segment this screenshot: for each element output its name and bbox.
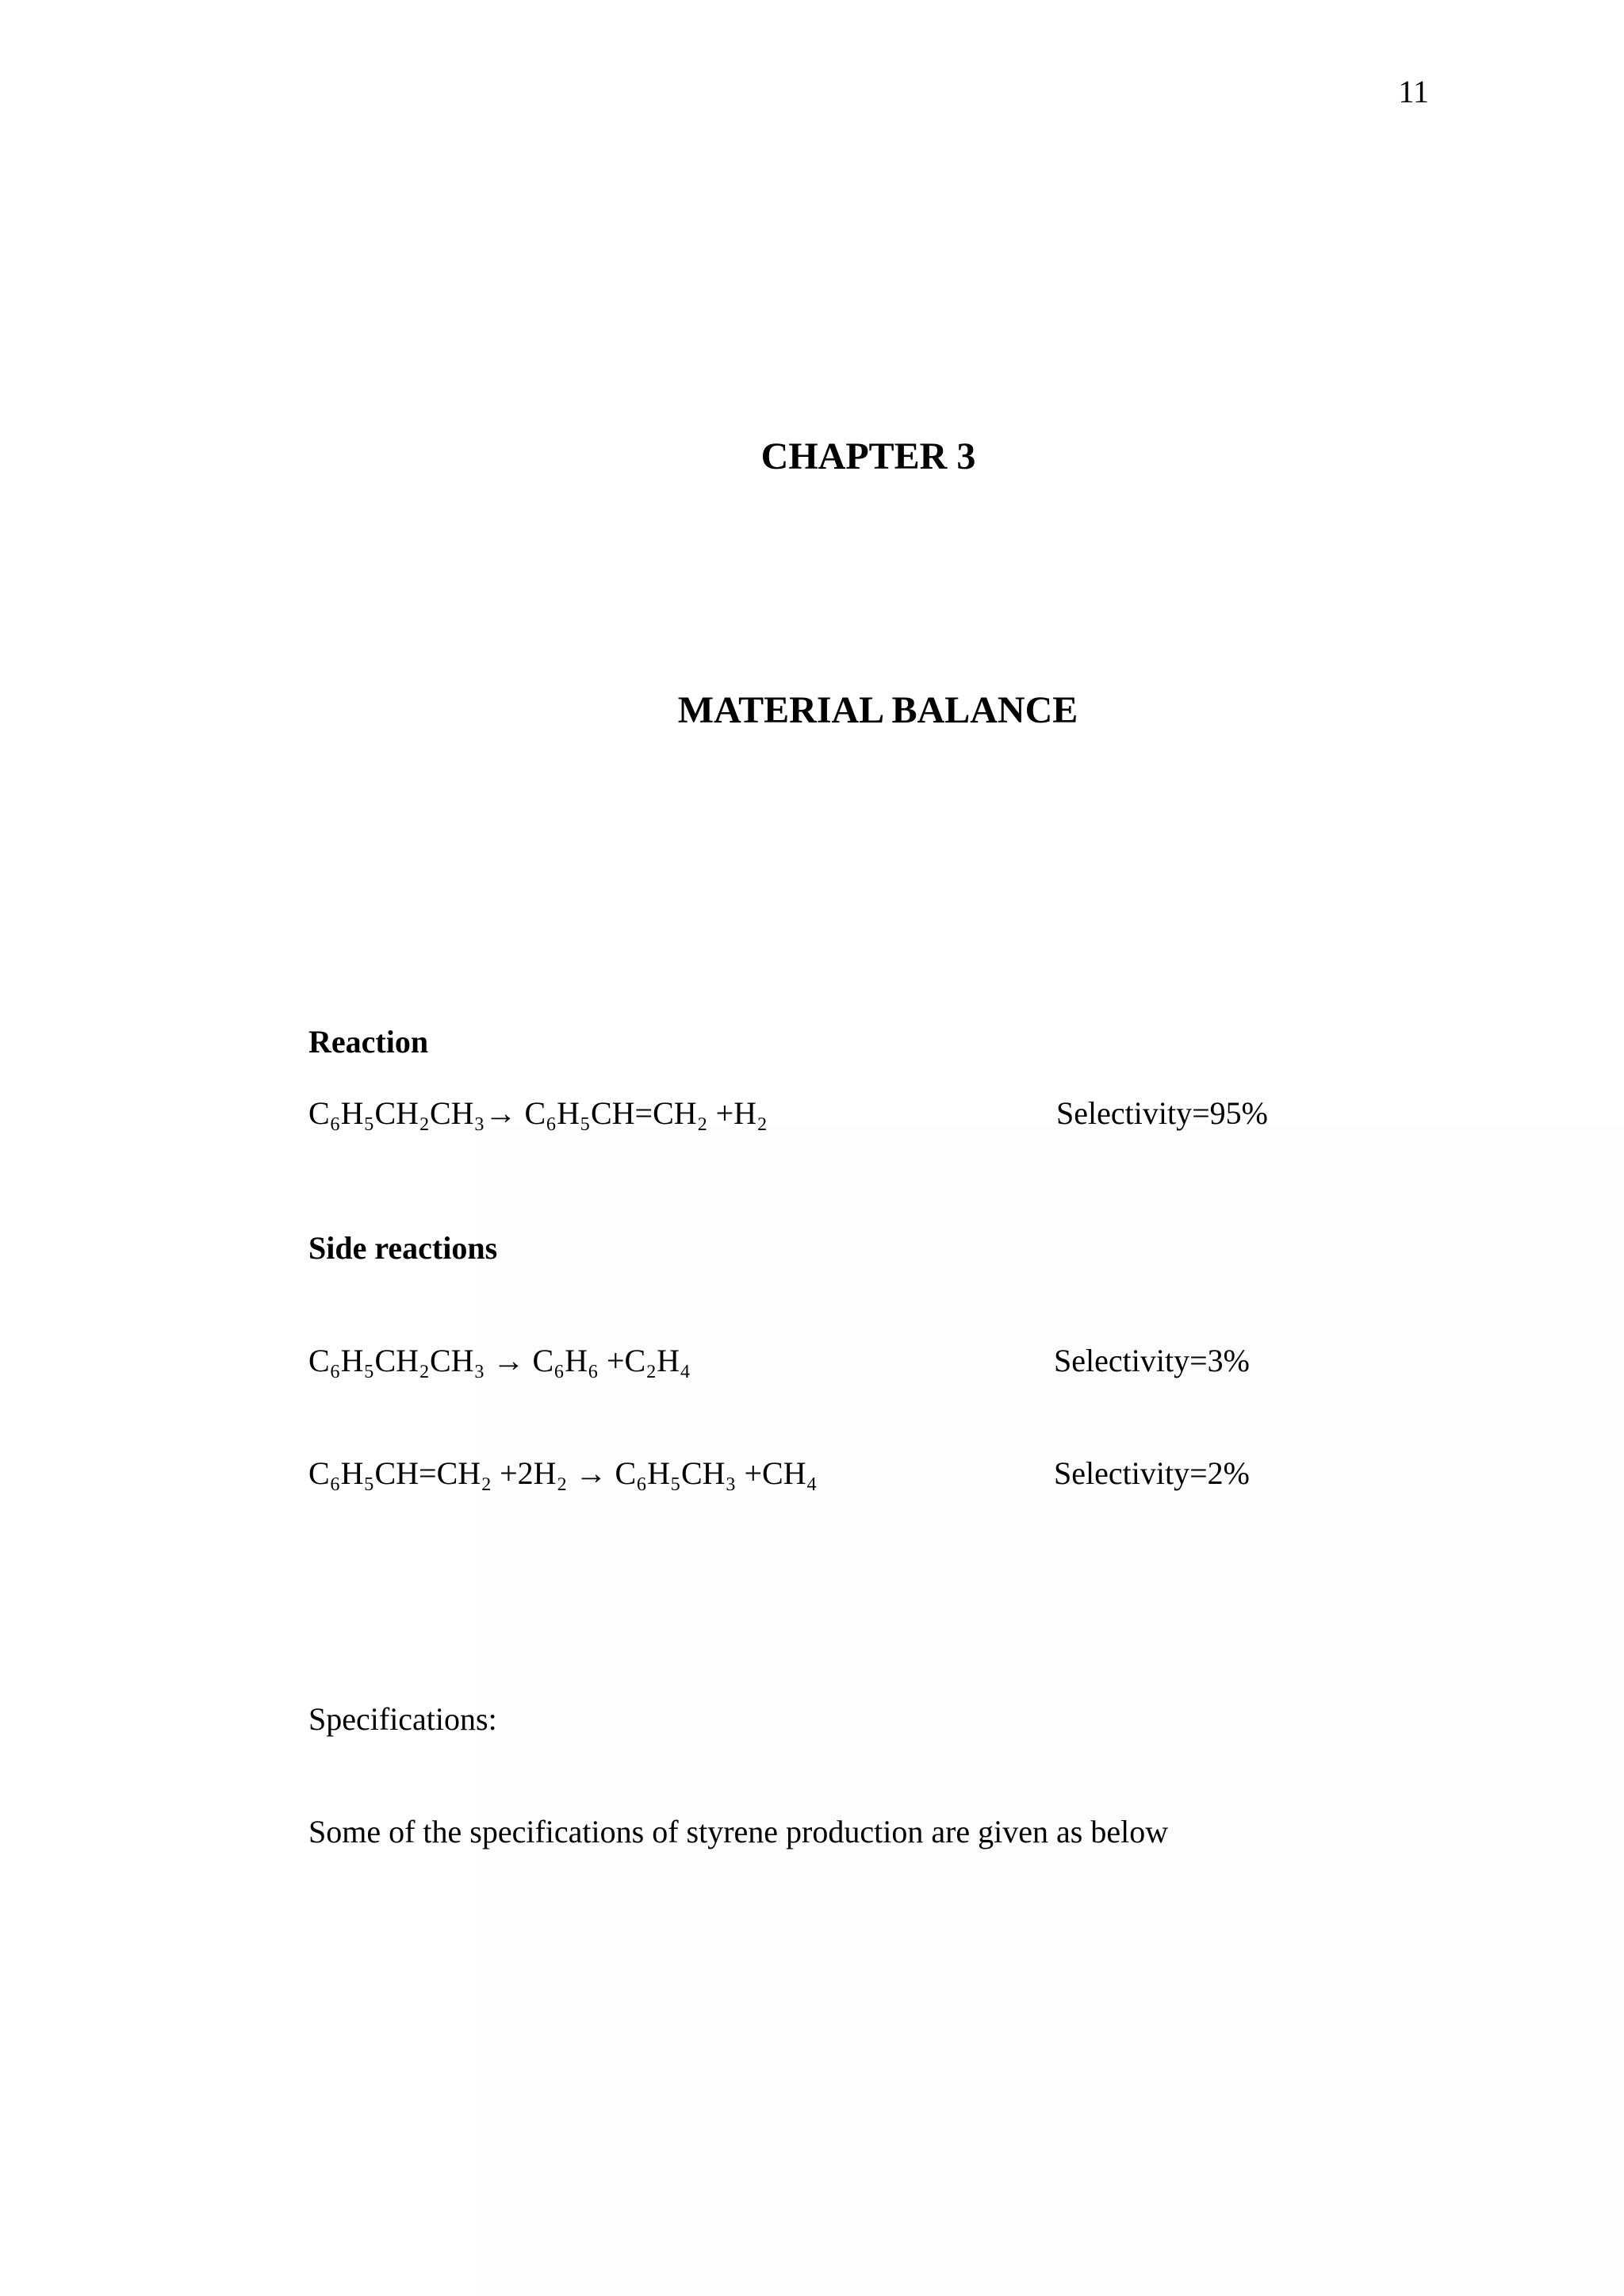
side-reaction-2-equation: C₆H₅CH=CH₂ +2H₂ → C₆H₅CH₃ +CH₄: [308, 1455, 818, 1491]
specifications-heading: Specifications:: [308, 1701, 497, 1737]
section-title: MATERIAL BALANCE: [677, 689, 1078, 731]
side-reaction-1-selectivity: Selectivity=3%: [1054, 1343, 1250, 1378]
specifications-text: Some of the specifications of styrene production are given as below: [308, 1814, 1169, 1849]
main-reaction-equation: C₆H₅CH₂CH₃→ C₆H₅CH=CH₂ +H₂: [308, 1095, 768, 1131]
chapter-title: CHAPTER 3: [760, 435, 976, 477]
main-reaction-selectivity: Selectivity=95%: [1056, 1095, 1268, 1131]
reaction-heading: Reaction: [308, 1024, 429, 1060]
side-reactions-heading: Side reactions: [308, 1230, 498, 1266]
page-number: 11: [1398, 74, 1429, 109]
side-reaction-2-selectivity: Selectivity=2%: [1054, 1455, 1250, 1491]
page-background-shade: [476, 1126, 1624, 2296]
side-reaction-1-equation: C₆H₅CH₂CH₃ → C₆H₆ +C₂H₄: [308, 1343, 691, 1378]
